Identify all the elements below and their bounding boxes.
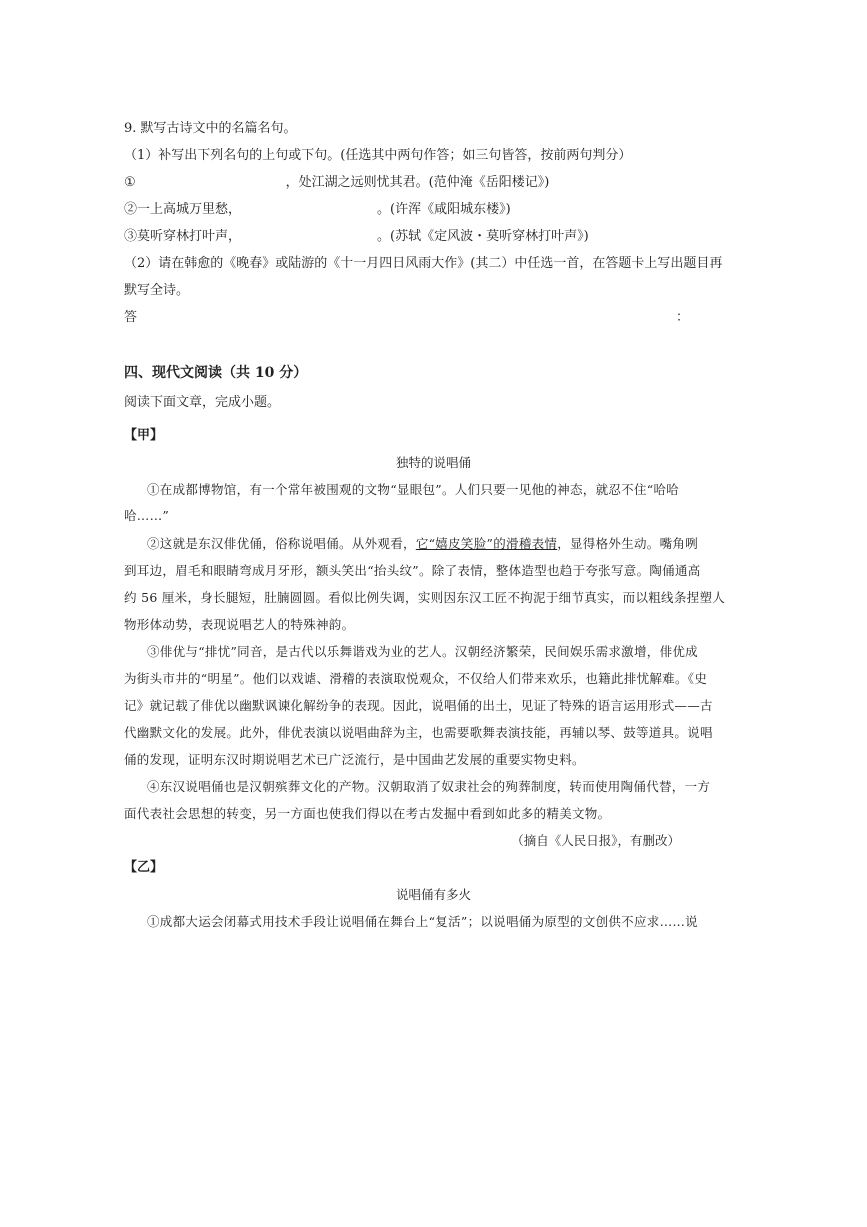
question-9-item-2: [124, 202, 511, 218]
jia-paragraph-1-line-2: 哈……”: [124, 508, 170, 523]
question-9-part2-line1: （2）请在韩愈的《晚春》或陆游的《十一月四日风雨大作》(其二）中任选一首，在答题卡上写出题目再: [124, 256, 723, 271]
jia-paragraph-2-line-3: 约 56 厘米，身长腿短，肚腩圆圆。看似比例失调，实则因东汉工匠不拘泥于细节真实，而以粗线条捏塑人: [124, 590, 726, 605]
section-4-heading: 四、现代文阅读（共 10 分）: [124, 365, 308, 381]
question-9-item-3: [124, 229, 589, 245]
jia-paragraph-3-line-2: 为街头市井的“明星”。他们以戏谑、滑稽的表演取悦观众，不仅给人们带来欢乐，也籍此排忧解难。《史: [124, 671, 708, 686]
passage-yi-label: 【乙】: [124, 860, 164, 875]
jia-paragraph-1-line-1: ①在成都博物馆，有一个常年被围观的文物“显眼包”。人们只要一见他的神态，就忍不住“哈哈: [147, 482, 680, 497]
answer-label: 答: [124, 310, 138, 325]
jia-source: （摘自《人民日报》，有删改）: [511, 833, 680, 848]
jia-paragraph-4-line-2: 面代表社会思想的转变，另一方面也使我们得以在考古发掘中看到如此多的精美文物。: [124, 806, 611, 821]
p2-text-a: ②这就是东汉俳优俑，俗称说唱俑。从外观看，: [147, 536, 416, 551]
jia-paragraph-3-line-5: 俑的发现，证明东汉时期说唱艺术已广泛流行，是中国曲艺发展的重要实物史料。: [124, 752, 585, 767]
jia-paragraph-3-line-4: 代幽默文化的发展。此外，俳优表演以说唱曲辞为主，也需要歌舞表演技能，再辅以琴、鼓等道具。说唱: [124, 725, 713, 740]
item-1-number: ①: [124, 175, 136, 190]
passage-jia-label: 【甲】: [124, 428, 164, 443]
yi-paragraph-1-line-1: ①成都大运会闭幕式用技术手段让说唱俑在舞台上“复活”；以说唱俑为原型的文创供不应求……说: [147, 914, 698, 929]
question-9-part2-line2: 默写全诗。: [124, 283, 190, 298]
item-1-text: ，处江湖之远则忧其君。(范仲淹《岳阳楼记》): [285, 175, 550, 190]
question-9-item-1: [124, 175, 549, 191]
reading-instruction: 阅读下面文章，完成小题。: [124, 395, 281, 410]
jia-paragraph-2-line-2: 到耳边，眉毛和眼睛弯成月牙形，额头笑出“抬头纹”。除了表情，整体造型也趋于夸张写意。陶俑通高: [124, 563, 701, 578]
jia-paragraph-4-line-1: ④东汉说唱俑也是汉朝殡葬文化的产物。汉朝取消了奴隶社会的殉葬制度，转而使用陶俑代替，一方: [147, 779, 711, 794]
passage-jia-title: 独特的说唱俑: [395, 455, 471, 470]
jia-paragraph-2-line-1: [147, 536, 698, 552]
p2-underlined-phrase: 它“嬉皮笑脸”的滑稽表情: [415, 536, 558, 551]
item-3-source: 。(苏轼《定风波・莫听穿林打叶声》): [377, 229, 589, 244]
item-2-text: ②一上高城万里愁，: [124, 202, 242, 217]
jia-paragraph-3-line-1: ③俳优与“排忧”同音，是古代以乐舞谐戏为业的艺人。汉朝经济繁荣，民间娱乐需求激增，俳优成: [147, 644, 698, 659]
jia-paragraph-3-line-3: 记》就记载了俳优以幽默讽谏化解纷争的表现。因此，说唱俑的出土，见证了特殊的语言运用形式——古: [124, 698, 713, 713]
jia-paragraph-2-line-4: 物形体动势，表现说唱艺人的特殊神韵。: [124, 617, 355, 632]
item-3-text: ③莫听穿林打叶声，: [124, 229, 242, 244]
item-2-source: 。(许浑《咸阳城东楼》): [377, 202, 511, 217]
passage-yi-title: 说唱俑有多火: [395, 887, 471, 902]
question-9-part1-instruction: （1）补写出下列名句的上句或下句。(任选其中两句作答；如三句皆答，按前两句判分）: [124, 148, 632, 163]
question-9-title: 9. 默写古诗文中的名篇名句。: [124, 121, 297, 136]
p2-text-b: ，显得格外生动。嘴角咧: [557, 536, 699, 551]
answer-line-end: ：: [676, 310, 690, 325]
